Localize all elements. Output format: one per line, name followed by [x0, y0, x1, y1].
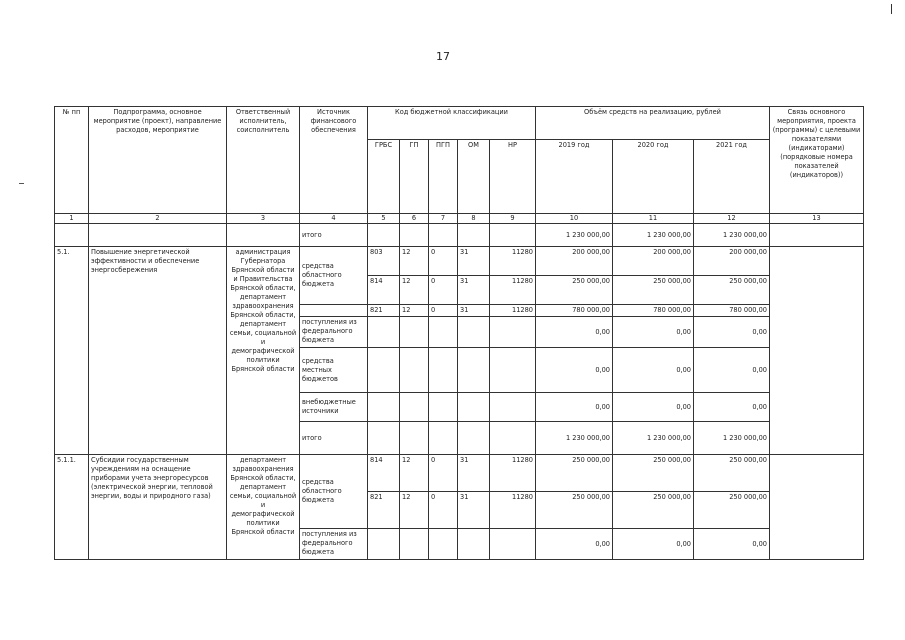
cell-grbs: 821: [368, 492, 400, 529]
cell-om: 31: [458, 305, 490, 317]
item-number: 5.1.: [55, 247, 89, 455]
cell-om: 31: [458, 276, 490, 305]
col-number: 10: [536, 214, 613, 224]
cell-om: 31: [458, 247, 490, 276]
cell-2021: 0,00: [694, 348, 770, 393]
cell-2021: 250 000,00: [694, 276, 770, 305]
cell-om: 31: [458, 492, 490, 529]
cell-nr: 11280: [490, 455, 536, 492]
source-total: итого: [300, 422, 368, 455]
cell-2021: 250 000,00: [694, 455, 770, 492]
cell-pgp: 0: [429, 455, 458, 492]
cell-gp: 12: [400, 305, 429, 317]
cell-gp: 12: [400, 247, 429, 276]
cell-pgp: 0: [429, 492, 458, 529]
col-number: 8: [458, 214, 490, 224]
item-executor: департамент здравоохранения Брянской области, департамент семьи, социальной и демографической политики Брянской области: [227, 455, 300, 560]
cell-grbs: 821: [368, 305, 400, 317]
item-number: 5.1.1.: [55, 455, 89, 560]
cell-pgp: 0: [429, 247, 458, 276]
cell-grbs: 814: [368, 455, 400, 492]
total-row: [55, 224, 864, 247]
cell-gp: 12: [400, 492, 429, 529]
cell-2020: 0,00: [613, 529, 694, 560]
item-name: Субсидии государственным учреждениям на оснащение приборами учета энергоресурсов (электрической энергии, тепловой энергии, воды и природного газа): [89, 455, 227, 560]
cell-2019: 250 000,00: [536, 455, 613, 492]
cell-2020: 1 230 000,00: [613, 422, 694, 455]
cell-2021: 1 230 000,00: [694, 422, 770, 455]
cell-nr: 11280: [490, 247, 536, 276]
cell-2019: 0,00: [536, 348, 613, 393]
cell-om: 31: [458, 455, 490, 492]
cell-2020: 0,00: [613, 317, 694, 348]
cell-2019: 250 000,00: [536, 276, 613, 305]
page-number: 17: [436, 50, 450, 63]
cell-2021: 200 000,00: [694, 247, 770, 276]
col-number: 7: [429, 214, 458, 224]
col-number: 5: [368, 214, 400, 224]
cell-2020: 250 000,00: [613, 276, 694, 305]
cell-2019: 0,00: [536, 529, 613, 560]
cell-2020: 200 000,00: [613, 247, 694, 276]
total-2019: 1 230 000,00: [536, 224, 613, 247]
cell-2019: 250 000,00: [536, 492, 613, 529]
header-program: Подпрограмма, основное мероприятие (проект), направление расходов, мероприятие: [89, 107, 227, 214]
header-num: № пп: [55, 107, 89, 214]
col-number: 9: [490, 214, 536, 224]
budget-table: [54, 106, 864, 560]
header-2019: 2019 год: [536, 140, 613, 214]
cell-2021: 0,00: [694, 529, 770, 560]
header-pgp: ПГП: [429, 140, 458, 214]
source-regional: средства областного бюджета: [300, 455, 368, 529]
page-edge-mark: [891, 4, 892, 14]
col-number: 12: [694, 214, 770, 224]
header-row-1: [55, 107, 864, 140]
col-number: 13: [770, 214, 864, 224]
margin-mark: [19, 183, 24, 184]
header-source: Источник финансового обеспечения: [300, 107, 368, 214]
source-regional: средства областного бюджета: [300, 247, 368, 305]
header-2021: 2021 год: [694, 140, 770, 214]
cell-2021: 250 000,00: [694, 492, 770, 529]
cell-2019: 780 000,00: [536, 305, 613, 317]
cell-2020: 250 000,00: [613, 492, 694, 529]
table-row: [55, 455, 864, 492]
source-federal: поступления из федерального бюджета: [300, 529, 368, 560]
table-row: [55, 247, 864, 276]
header-kbk: Код бюджетной классификации: [368, 107, 536, 140]
col-number: 4: [300, 214, 368, 224]
cell-2020: 0,00: [613, 393, 694, 422]
cell-2020: 0,00: [613, 348, 694, 393]
cell-gp: 12: [400, 455, 429, 492]
column-number-row: [55, 214, 864, 224]
cell-2020: 250 000,00: [613, 455, 694, 492]
item-name: Повышение энергетической эффективности и обеспечение энергосбережения: [89, 247, 227, 455]
source-federal: поступления из федерального бюджета: [300, 317, 368, 348]
cell-pgp: 0: [429, 276, 458, 305]
header-volume: Объём средств на реализацию, рублей: [536, 107, 770, 140]
source-extra: внебюджетные источники: [300, 393, 368, 422]
cell-2020: 780 000,00: [613, 305, 694, 317]
header-link: Связь основного мероприятия, проекта (программы) с целевыми показателями (индикаторами) (порядковые номера показателей (индикаторов)): [770, 107, 864, 214]
cell-nr: 11280: [490, 276, 536, 305]
source-local: средства местных бюджетов: [300, 348, 368, 393]
header-executor: Ответственный исполнитель, соисполнитель: [227, 107, 300, 214]
total-2020: 1 230 000,00: [613, 224, 694, 247]
cell-2021: 780 000,00: [694, 305, 770, 317]
total-2021: 1 230 000,00: [694, 224, 770, 247]
col-number: 1: [55, 214, 89, 224]
header-2020: 2020 год: [613, 140, 694, 214]
col-number: 2: [89, 214, 227, 224]
col-number: 3: [227, 214, 300, 224]
cell-2021: 0,00: [694, 393, 770, 422]
item-executor: администрация Губернатора Брянской области и Правительства Брянской области, департамент здравоохранения Брянской области, департамент семьи, социальной и демографической политики Брянской области: [227, 247, 300, 455]
cell-pgp: 0: [429, 305, 458, 317]
cell-nr: 11280: [490, 492, 536, 529]
cell-nr: 11280: [490, 305, 536, 317]
header-gp: ГП: [400, 140, 429, 214]
col-number: 11: [613, 214, 694, 224]
cell-grbs: 814: [368, 276, 400, 305]
cell-2021: 0,00: [694, 317, 770, 348]
header-grbs: ГРБС: [368, 140, 400, 214]
header-om: ОМ: [458, 140, 490, 214]
cell-2019: 0,00: [536, 317, 613, 348]
cell-2019: 1 230 000,00: [536, 422, 613, 455]
cell-2019: 200 000,00: [536, 247, 613, 276]
header-nr: НР: [490, 140, 536, 214]
cell-grbs: 803: [368, 247, 400, 276]
cell-gp: 12: [400, 276, 429, 305]
total-label: итого: [300, 224, 368, 247]
cell-2019: 0,00: [536, 393, 613, 422]
col-number: 6: [400, 214, 429, 224]
